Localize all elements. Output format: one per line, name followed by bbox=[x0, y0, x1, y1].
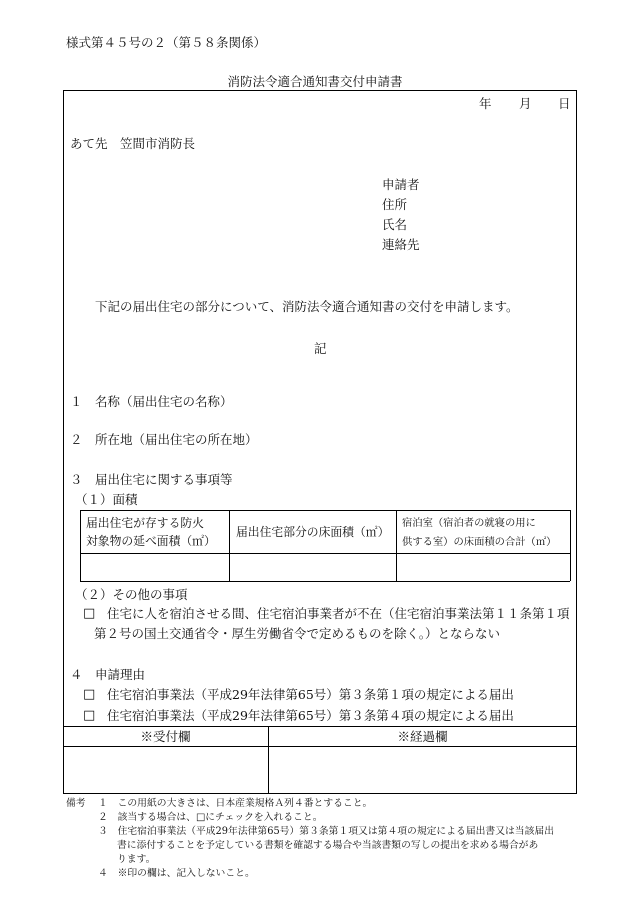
reason-1-checkbox[interactable]: □ bbox=[83, 687, 96, 702]
reason-2-checkbox[interactable]: □ bbox=[83, 708, 96, 723]
note-2: ２ 該当する場合は、□にチェックを入れること。 bbox=[98, 812, 323, 823]
document-title: 消防法令適合通知書交付申請書 bbox=[227, 74, 403, 89]
area-housing-input[interactable] bbox=[230, 554, 395, 580]
note-1: １ この用紙の大きさは、日本産業規格Ａ列４番とすること。 bbox=[98, 798, 373, 809]
area-total-input[interactable] bbox=[81, 554, 228, 580]
note-4: ４ ※印の欄は、記入しないこと。 bbox=[98, 868, 255, 879]
area-col3-header-line2: 供する室）の床面積の合計（㎡） bbox=[402, 536, 557, 548]
area-col2-header: 届出住宅部分の床面積（㎡） bbox=[236, 525, 390, 539]
other-item-text-line1: 住宅に人を宿泊させる間、住宅宿泊事業者が不在（住宅宿泊事業法第１１条第１項 bbox=[107, 606, 570, 621]
section-reason: ４ 申請理由 bbox=[70, 667, 146, 682]
area-col3-header-line1: 宿泊室（宿泊者の就寝の用に bbox=[402, 517, 536, 529]
progress-header: ※経過欄 bbox=[397, 729, 448, 744]
area-col1-header-line2: 対象物の延べ面積（㎡） bbox=[86, 534, 216, 548]
subsection-other: （２）その他の事項 bbox=[75, 587, 188, 602]
date-day: 日 bbox=[558, 96, 571, 111]
section-location: ２ 所在地（届出住宅の所在地） bbox=[70, 432, 258, 447]
applicant-address-label: 住所 bbox=[382, 197, 408, 212]
other-item-checkbox[interactable]: □ bbox=[83, 606, 96, 621]
date-month: 月 bbox=[519, 96, 532, 111]
applicant-name-label: 氏名 bbox=[382, 217, 408, 232]
applicant-label: 申請者 bbox=[382, 177, 420, 192]
note-3-line1: ３ 住宅宿泊事業法（平成29年法律第65号）第３条第１項又は第４項の規定による届出書又は当該届出 bbox=[98, 826, 554, 837]
notes-label: 備考 bbox=[66, 798, 86, 809]
applicant-contact-label: 連絡先 bbox=[382, 237, 420, 252]
reason-1-text: 住宅宿泊事業法（平成29年法律第65号）第３条第１項の規定による届出 bbox=[107, 687, 514, 702]
form-number: 様式第４５号の２（第５８条関係） bbox=[66, 35, 267, 50]
date-year: 年 bbox=[479, 96, 492, 111]
reception-header: ※受付欄 bbox=[140, 729, 191, 744]
request-text: 下記の届出住宅の部分について、消防法令適合通知書の交付を申請します。 bbox=[95, 299, 519, 314]
note-3-line3: ります。 bbox=[117, 854, 156, 865]
addressee: あて先 笠間市消防長 bbox=[70, 136, 196, 151]
section-name: １ 名称（届出住宅の名称） bbox=[70, 394, 233, 409]
section-housing-matters: ３ 届出住宅に関する事項等 bbox=[70, 472, 233, 487]
area-col1-header-line1: 届出住宅が存する防火 bbox=[86, 516, 204, 530]
reason-2-text: 住宅宿泊事業法（平成29年法律第65号）第３条第４項の規定による届出 bbox=[107, 708, 514, 723]
note-3-line2: 書に添付することを予定している書類を確認する場合や当該書類の写しの提出を求める場合があ bbox=[117, 840, 539, 851]
other-item-text-line2: 第２号の国土交通省令・厚生労働省令で定めるものを除く。）とならない bbox=[94, 626, 501, 641]
ki-marker: 記 bbox=[314, 341, 327, 356]
subsection-area: （１）面積 bbox=[75, 492, 138, 507]
area-guestroom-input[interactable] bbox=[397, 554, 569, 580]
